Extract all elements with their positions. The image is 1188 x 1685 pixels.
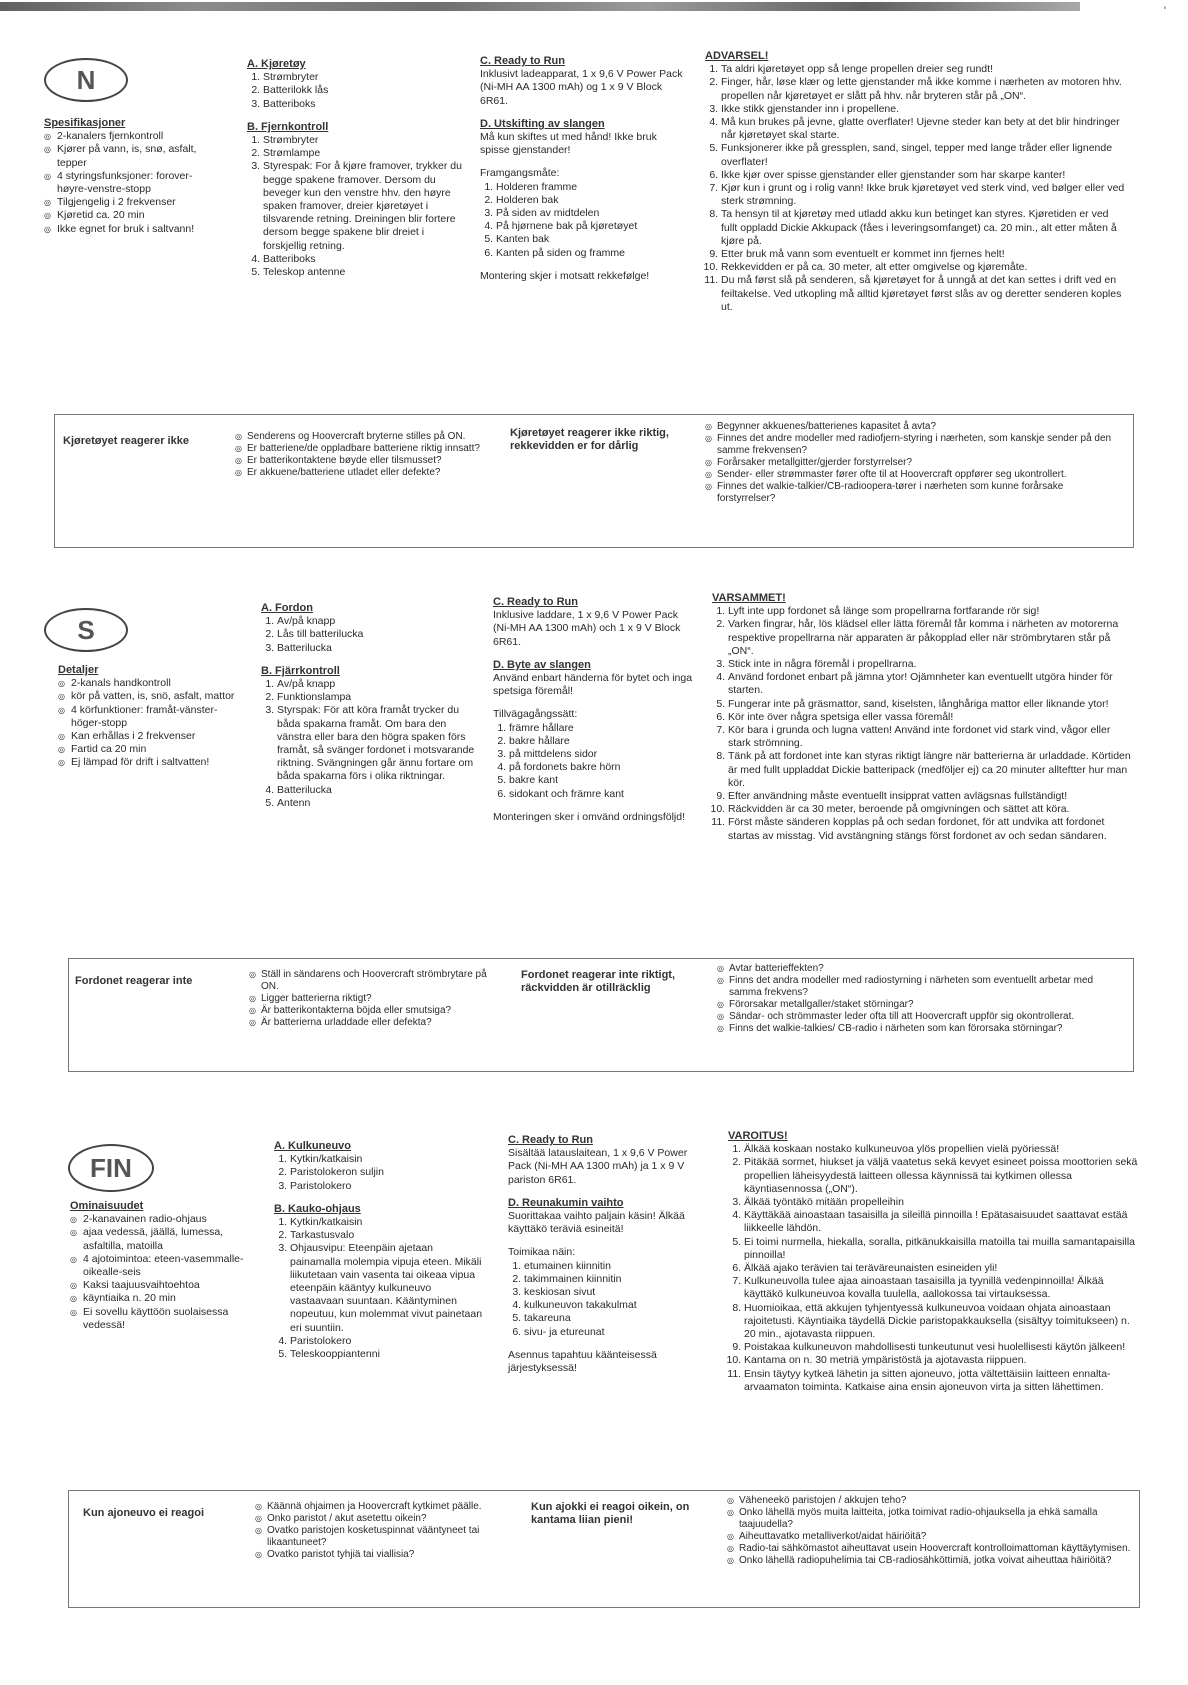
procedure-list	[508, 1260, 708, 1339]
procedure-step: 1. främre hållare	[509, 722, 693, 735]
procedure-list	[480, 181, 685, 260]
warning-item: 4. Käyttäkää ainoastaan tasaisilla ja sileillä pinnoilla ! Epätasaisuudet saattavat estää liikkeelle lähdön.	[744, 1209, 1138, 1235]
trouble-item: ◎ Ställ in sändarens och Hoovercraft strömbrytare på ON.	[249, 969, 499, 993]
procedure-step: 6. sidokant och främre kant	[509, 788, 693, 801]
trouble-item: ◎ Finnes det walkie-talkier/CB-radioopera-tører i nærheten som kunne forårsake forstyrrelser?	[705, 481, 1120, 505]
trouble-item: ◎ Är batterierna urladdade eller defekta?	[249, 1017, 499, 1029]
trouble-item: ◎ Finns det andra modeller med radiostyrning i närheten som eventuellt arbetar med samma frekvens?	[717, 975, 1122, 999]
warning-list	[705, 63, 1125, 314]
remote-parts-list	[247, 134, 462, 279]
troubleshooting-box	[54, 414, 1134, 548]
procedure-step: 5. bakre kant	[509, 774, 693, 787]
warning-item: 5. Funksjonerer ikke på gressplen, sand, singel, tepper med lange tråder eller lignende overflater!	[721, 142, 1125, 168]
warning-item: 10. Kantama on n. 30 metriä ympäristöstä ja ajotavasta riippuen.	[744, 1354, 1138, 1367]
vehicle-parts-list	[274, 1153, 484, 1193]
warning-item: 8. Ta hensyn til at kjøretøy med utladd akku kun betinget kan styres. Kjøretiden er ved fullt oppladd Dickie Akkupack (fåes i leveringsomfanget) ca. 20 min., alt etter måten å kjøre på.	[721, 208, 1125, 248]
remote-part: 4. Batterilucka	[277, 784, 481, 797]
spec-title: Detaljer	[58, 664, 99, 676]
warning-item: 10. Räckvidden är ca 30 meter, beroende på omgivningen och sättet att köra.	[728, 803, 1132, 816]
ready-column	[480, 55, 685, 283]
procedure-step: 5. Kanten bak	[496, 233, 685, 246]
parts-column	[261, 602, 481, 810]
assembly-note: Montering skjer i motsatt rekkefølge!	[480, 269, 650, 282]
warning-item: 9. Poistakaa kulkuneuvon mahdollisesti tunkeutunut vesi huolellisesti käytön jälkeen!	[744, 1341, 1138, 1354]
ready-title: C. Ready to Run	[493, 596, 578, 608]
parts-column	[274, 1140, 484, 1361]
vehicle-part: 3. Paristolokero	[290, 1180, 484, 1193]
trouble-title-2: Kjøretøyet reagerer ikke riktig, rekkevidden er for dårlig	[510, 427, 669, 452]
remote-part: 2. Strømlampe	[263, 147, 462, 160]
warning-item: 11. Ensin täytyy kytkeä lähetin ja sitten ajoneuvo, jotta vältettäisiin laitteen ennalta-arvaamaton toiminta. Katkaise aina ensin ajoneuvon virta ja sitten lähettimen.	[744, 1368, 1138, 1394]
spec-item: ◎ 4 styringsfunksjoner: forover-høyre-venstre-stopp	[44, 170, 222, 196]
warning-item: 3. Ikke stikk gjenstander inn i propellene.	[721, 103, 1125, 116]
remote-parts-list	[274, 1216, 484, 1361]
skirt-title: D. Reunakumin vaihto	[508, 1196, 624, 1209]
trouble-item: ◎ Avtar batterieffekten?	[717, 963, 1122, 975]
trouble-list-1	[235, 431, 515, 479]
assembly-note: Monteringen sker i omvänd ordningsföljd!	[493, 810, 686, 823]
remote-part: 2. Tarkastusvalo	[290, 1229, 484, 1242]
vehicle-parts-title: A. Kulkuneuvo	[274, 1140, 352, 1152]
trouble-item: ◎ Onko paristot / akut asetettu oikein?	[255, 1513, 515, 1525]
spec-item: ◎ 4 körfunktioner: framåt-vänster-höger-stopp	[58, 704, 236, 730]
procedure-step: 3. På siden av midtdelen	[496, 207, 685, 220]
warning-item: 11. Först måste sänderen kopplas på och sedan fordonet, för att undvika att fordonet startas av misstag. Vid avstängning stängs först fordonet av och sedan sändaren.	[728, 816, 1132, 842]
trouble-item: ◎ Er batteriene/de oppladbare batteriene riktig innsatt?	[235, 443, 515, 455]
remote-part: 4. Batteriboks	[263, 253, 462, 266]
spec-list	[58, 677, 236, 769]
warning-item: 11. Du må først slå på senderen, så kjøretøyet for å unngå at det kan settes i drift ved en feiltakelse. Ved utkopling må alltid kjøretøyet først slås av og deretter senderen koples ut.	[721, 274, 1125, 314]
procedure-step: 1. etumainen kiinnitin	[524, 1260, 708, 1273]
spec-item: ◎ 2-kanalers fjernkontroll	[44, 130, 222, 143]
remote-parts-title: B. Fjernkontroll	[247, 120, 329, 133]
remote-part: 5. Antenn	[277, 797, 481, 810]
trouble-item: ◎ Aiheuttavatko metalliverkot/aidat häiriöitä?	[727, 1531, 1132, 1543]
remote-part: 2. Funktionslampa	[277, 691, 481, 704]
procedure-step: 4. På hjørnene bak på kjøretøyet	[496, 220, 685, 233]
trouble-title-1: Kun ajoneuvo ei reagoi	[83, 1507, 205, 1519]
spec-item: ◎ Fartid ca 20 min	[58, 743, 236, 756]
trouble-list-1	[255, 1501, 515, 1561]
remote-parts-title: B. Fjärrkontroll	[261, 664, 340, 677]
spec-item: ◎ ajaa vedessä, jäällä, lumessa, asfaltilla, matoilla	[70, 1226, 260, 1252]
trouble-item: ◎ Sender- eller strømmaster fører ofte til at Hoovercraft oppfører seg ukontrollert.	[705, 469, 1120, 481]
trouble-item: ◎ Radio-tai sähkömastot aiheuttavat usein Hoovercraft kontrolloimattoman käyttäytymisen.	[727, 1543, 1132, 1555]
warning-item: 6. Älkää ajako terävien tai teräväreunaisten esineiden yli!	[744, 1262, 1138, 1275]
spec-item: ◎ Kan erhållas i 2 frekvenser	[58, 730, 236, 743]
warning-item: 8. Tänk på att fordonet inte kan styras riktigt längre när batterierna är urladdade. Körtiden är med fullt uppladdat Dickie batteripack (medföljer ej) ca 20 minuter allteftter hur man kör.	[728, 750, 1132, 790]
spec-column	[70, 1200, 260, 1332]
remote-part: 3. Ohjausvipu: Eteenpäin ajetaan painamalla molempia vipuja eteen. Mikäli liikutetaan vain vasenta tai oikeaa vipua eteenpäin kääntyy kulkuneuvo vastaavaan suuntaan. Kääntyminen nopeutuu, kun molemmat vivut painetaan eri suuntiin.	[290, 1242, 484, 1334]
spec-item: ◎ Ej lämpad för drift i saltvatten!	[58, 756, 236, 769]
procedure-step: 4. kulkuneuvon takakulmat	[524, 1299, 708, 1312]
spec-column	[58, 664, 236, 770]
vehicle-part: 1. Strømbryter	[263, 71, 462, 84]
procedure-step: 6. sivu- ja etureunat	[524, 1326, 708, 1339]
procedure-title: Tillvägagångssätt:	[493, 708, 578, 721]
procedure-step: 6. Kanten på siden og framme	[496, 247, 685, 260]
warning-item: 1. Lyft inte upp fordonet så länge som propellrarna fortfarande rör sig!	[728, 605, 1132, 618]
trouble-item: ◎ Finns det walkie-talkies/ CB-radio i närheten som kan förorsaka störningar?	[717, 1023, 1122, 1035]
warning-title: VAROITUS!	[728, 1130, 788, 1142]
warning-list	[712, 605, 1132, 843]
procedure-step: 3. keskiosan sivut	[524, 1286, 708, 1299]
warning-item: 2. Finger, hår, løse klær og lette gjenstander må ikke komme i nærheten av motoren hhv. propellen når kjøretøyet er slått på hhv. når bryteren står på „ON“.	[721, 76, 1125, 102]
warning-item: 5. Fungerar inte på gräsmattor, sand, kiselsten, långhåriga mattor eller liknande ytor!	[728, 698, 1132, 711]
warning-item: 2. Pitäkää sormet, hiukset ja väljä vaatetus sekä kevyet esineet poissa moottorien sekä propellien läheisyydestä laitteen ollessa käynnissä tai kytkimen ollessa käyntiasennossa („ON“).	[744, 1156, 1138, 1196]
vehicle-part: 2. Lås till batterilucka	[277, 628, 481, 641]
warning-item: 3. Stick inte in några föremål i propellrarna.	[728, 658, 1132, 671]
trouble-item: ◎ Onko lähellä radiopuhelimia tai CB-radiosähköttimiä, jotka voivat aiheuttaa häiriöitä?	[727, 1555, 1132, 1567]
warning-title: VARSAMMET!	[712, 592, 786, 604]
warning-item: 4. Må kun brukes på jevne, glatte overflater! Ujevne steder kan bety at det blir hindringer når kjøretøyet skal starte.	[721, 116, 1125, 142]
vehicle-parts-list	[261, 615, 481, 655]
warning-column	[705, 50, 1125, 314]
language-badge-n: N	[44, 58, 128, 102]
warning-title: ADVARSEL!	[705, 50, 769, 62]
procedure-step: 3. på mittdelens sidor	[509, 748, 693, 761]
remote-part: 3. Styrespak: For å kjøre framover, trykker du begge spakene framover. Dersom du beveger kun den venstre hhv. den høyre spaken framover, dreier kjøretøyet i tilsvarende retning. Dreiningen blir fortere dersom begge spakene blir dreiet i forskjellig retning.	[263, 160, 462, 252]
assembly-note: Asennus tapahtuu käänteisessä järjestyksessä!	[508, 1348, 657, 1375]
warning-item: 5. Ei toimi nurmella, hiekalla, soralla, pitkänukkaisilla matoilla tai muilla samantapaisilla pinnoilla!	[744, 1236, 1138, 1262]
trouble-item: ◎ Er batterikontaktene bøyde eller tilsmusset?	[235, 455, 515, 467]
corner-mark: '	[1163, 4, 1166, 18]
warning-item: 1. Ta aldri kjøretøyet opp så lenge propellen dreier seg rundt!	[721, 63, 1125, 76]
ready-title: C. Ready to Run	[480, 55, 565, 67]
skirt-text: Använd enbart händerna för bytet och inga spetsiga föremål!	[493, 672, 693, 698]
trouble-title-2: Kun ajokki ei reagoi oikein, on kantama liian pieni!	[531, 1501, 690, 1526]
trouble-item: ◎ Är batterikontakterna böjda eller smutsiga?	[249, 1005, 499, 1017]
trouble-item: ◎ Forårsaker metallgitter/gjerder forstyrrelser?	[705, 457, 1120, 469]
ready-column	[493, 596, 693, 824]
warning-item: 8. Huomioikaa, että akkujen tyhjentyessä kulkuneuvoa voidaan ohjata ainoastaan rajoitetusti. Käyntiaika täydellä Dickie paristopakkauksella (sisältyy toimitukseen) n. 20 min., ajotavasta riippuen.	[744, 1302, 1138, 1342]
vehicle-parts-list	[247, 71, 462, 111]
ready-text: Inklusive laddare, 1 x 9,6 V Power Pack (Ni-MH AA 1300 mAh) och 1 x 9 V Block 6R61.	[493, 609, 681, 648]
trouble-list-1	[249, 969, 499, 1029]
skirt-title: D. Utskifting av slangen	[480, 117, 605, 130]
trouble-item: ◎ Sändar- och strömmaster leder ofta till att Hoovercraft uppför sig okontrollerat.	[717, 1011, 1122, 1023]
vehicle-part: 2. Batterilokk lås	[263, 84, 462, 97]
scan-top-edge	[0, 2, 1080, 11]
spec-item: ◎ 2-kanals handkontroll	[58, 677, 236, 690]
procedure-step: 2. Holderen bak	[496, 194, 685, 207]
warning-item: 2. Varken fingrar, hår, lös klädsel eller lätta föremål får komma i närheten av motorerna respektive propellrarna när apparaten är påkopplad eller när strömbrytaren står på „ON“.	[728, 618, 1132, 658]
warning-item: 7. Kulkuneuvolla tulee ajaa ainoastaan tasaisilla ja tyynillä vedenpinnoilla! Älkää käyttäkö kulkuneuvoa kovalla tuulella, aallokossa tai virtauksessa.	[744, 1275, 1138, 1301]
skirt-title: D. Byte av slangen	[493, 658, 591, 671]
trouble-title-1: Kjøretøyet reagerer ikke	[63, 435, 189, 447]
language-badge-fin: FIN	[68, 1144, 154, 1192]
remote-part: 5. Teleskooppiantenni	[290, 1348, 484, 1361]
warning-item: 3. Älkää työntäkö mitään propelleihin	[744, 1196, 1138, 1209]
warning-item: 9. Efter användning måste eventuellt insipprat vatten avlägsnas fullständigt!	[728, 790, 1132, 803]
vehicle-part: 1. Av/på knapp	[277, 615, 481, 628]
trouble-list-2	[727, 1495, 1132, 1567]
procedure-step: 4. på fordonets bakre hörn	[509, 761, 693, 774]
trouble-title-1: Fordonet reagerar inte	[75, 975, 193, 987]
procedure-step: 2. takimmainen kiinnitin	[524, 1273, 708, 1286]
parts-column	[247, 58, 462, 279]
remote-part: 1. Kytkin/katkaisin	[290, 1216, 484, 1229]
trouble-list-2	[705, 421, 1120, 505]
spec-item: ◎ Tilgjengelig i 2 frekvenser	[44, 196, 222, 209]
ready-text: Inklusivt ladeapparat, 1 x 9,6 V Power Pack (Ni-MH AA 1300 mAh) og 1 x 9 V Block 6R61.	[480, 68, 683, 107]
warning-item: 6. Ikke kjør over spisse gjenstander eller gjenstander som har skarpe kanter!	[721, 169, 1125, 182]
trouble-item: ◎ Finnes det andre modeller med radiofjern-styring i nærheten, som kanskje sender på den samme frekvensen?	[705, 433, 1120, 457]
trouble-item: ◎ Ovatko paristot tyhjiä tai viallisia?	[255, 1549, 515, 1561]
procedure-step: 1. Holderen framme	[496, 181, 685, 194]
trouble-item: ◎ Ovatko paristojen kosketuspinnat vääntyneet tai likaantuneet?	[255, 1525, 515, 1549]
warning-item: 9. Etter bruk må vann som eventuelt er kommet inn fjernes helt!	[721, 248, 1125, 261]
vehicle-part: 3. Batteriboks	[263, 98, 462, 111]
remote-part: 3. Styrspak: För att köra framåt trycker du båda spakarna framåt. Om bara den vänstra eller bara den högra spaken förs framåt, så svänger fordonet i motsvarande riktning. Svängningen går ännu fortare om båda spakarna förs i olika riktningar.	[277, 704, 481, 783]
warning-column	[728, 1130, 1138, 1394]
spec-item: ◎ Kjøretid ca. 20 min	[44, 209, 222, 222]
vehicle-part: 3. Batterilucka	[277, 642, 481, 655]
troubleshooting-box	[68, 958, 1134, 1072]
vehicle-parts-title: A. Kjøretøy	[247, 58, 306, 70]
spec-item: ◎ Ikke egnet for bruk i saltvann!	[44, 223, 222, 236]
ready-text: Sisältää latauslaitean, 1 x 9,6 V Power Pack (Ni-MH AA 1300 mAh) ja 1 x 9 V pariston 6R61.	[508, 1147, 688, 1186]
trouble-item: ◎ Er akkuene/batteriene utladet eller defekte?	[235, 467, 515, 479]
spec-title: Ominaisuudet	[70, 1200, 144, 1212]
spec-column	[44, 117, 222, 236]
spec-item: ◎ Ei sovellu käyttöön suolaisessa vedessä!	[70, 1306, 260, 1332]
spec-list	[44, 130, 222, 236]
vehicle-part: 1. Kytkin/katkaisin	[290, 1153, 484, 1166]
remote-part: 1. Strømbryter	[263, 134, 462, 147]
trouble-title-2: Fordonet reagerar inte riktigt, räckvidden är otillräcklig	[521, 969, 676, 994]
ready-title: C. Ready to Run	[508, 1134, 593, 1146]
remote-part: 1. Av/på knapp	[277, 678, 481, 691]
skirt-text: Suorittakaa vaihto paljain käsin! Älkää käyttäkö teräviä esineitä!	[508, 1210, 685, 1236]
trouble-item: ◎ Väheneekö paristojen / akkujen teho?	[727, 1495, 1132, 1507]
remote-part: 4. Paristolokero	[290, 1335, 484, 1348]
procedure-step: 2. bakre hållare	[509, 735, 693, 748]
warning-item: 4. Använd fordonet enbart på jämna ytor! Ojämnheter kan eventuellt utgöra hinder för starten.	[728, 671, 1132, 697]
procedure-title: Toimikaa näin:	[508, 1246, 576, 1259]
spec-item: ◎ Kaksi taajuusvaihtoehtoa	[70, 1279, 260, 1292]
warning-item: 6. Kör inte över några spetsiga eller vassa föremål!	[728, 711, 1132, 724]
trouble-list-2	[717, 963, 1122, 1035]
spec-item: ◎ 4 ajotoimintoa: eteen-vasemmalle-oikealle-seis	[70, 1253, 260, 1279]
trouble-item: ◎ Senderens og Hoovercraft bryterne stilles på ON.	[235, 431, 515, 443]
spec-item: ◎ käyntiaika n. 20 min	[70, 1292, 260, 1305]
warning-item: 7. Kör bara i grunda och lugna vatten! Använd inte fordonet vid stark vind, vågor eller stark strömning.	[728, 724, 1132, 750]
spec-item: ◎ 2-kanavainen radio-ohjaus	[70, 1213, 260, 1226]
spec-title: Spesifikasjoner	[44, 117, 126, 129]
vehicle-parts-title: A. Fordon	[261, 602, 313, 614]
spec-item: ◎ Kjører på vann, is, snø, asfalt, tepper	[44, 143, 222, 169]
spec-item: ◎ kör på vatten, is, snö, asfalt, mattor	[58, 690, 236, 703]
trouble-item: ◎ Onko lähellä myös muita laitteita, jotka toimivat radio-ohjauksella ja ehkä samalla taajuudella?	[727, 1507, 1132, 1531]
warning-item: 10. Rekkevidden er på ca. 30 meter, alt etter omgivelse og kjøremåte.	[721, 261, 1125, 274]
troubleshooting-box	[68, 1490, 1140, 1608]
procedure-step: 5. takareuna	[524, 1312, 708, 1325]
warning-column	[712, 592, 1132, 843]
spec-list	[70, 1213, 260, 1332]
remote-part: 5. Teleskop antenne	[263, 266, 462, 279]
procedure-title: Framgangsmåte:	[480, 167, 560, 180]
skirt-text: Må kun skiftes ut med hånd! Ikke bruk spisse gjenstander!	[480, 131, 657, 157]
ready-column	[508, 1134, 708, 1375]
procedure-list	[493, 722, 693, 801]
remote-parts-list	[261, 678, 481, 810]
warning-item: 7. Kjør kun i grunt og i rolig vann! Ikke bruk kjøretøyet ved sterk vind, ved bølger eller ved sterk strømning.	[721, 182, 1125, 208]
language-badge-s: S	[44, 608, 128, 652]
trouble-item: ◎ Ligger batterierna riktigt?	[249, 993, 499, 1005]
trouble-item: ◎ Begynner akkuenes/batterienes kapasitet å avta?	[705, 421, 1120, 433]
warning-item: 1. Älkää koskaan nostako kulkuneuvoa ylös propellien vielä pyöriessä!	[744, 1143, 1138, 1156]
remote-parts-title: B. Kauko-ohjaus	[274, 1202, 361, 1215]
trouble-item: ◎ Förorsakar metallgaller/staket störningar?	[717, 999, 1122, 1011]
vehicle-part: 2. Paristolokeron suljin	[290, 1166, 484, 1179]
warning-list	[728, 1143, 1138, 1394]
trouble-item: ◎ Käännä ohjaimen ja Hoovercraft kytkimet päälle.	[255, 1501, 515, 1513]
